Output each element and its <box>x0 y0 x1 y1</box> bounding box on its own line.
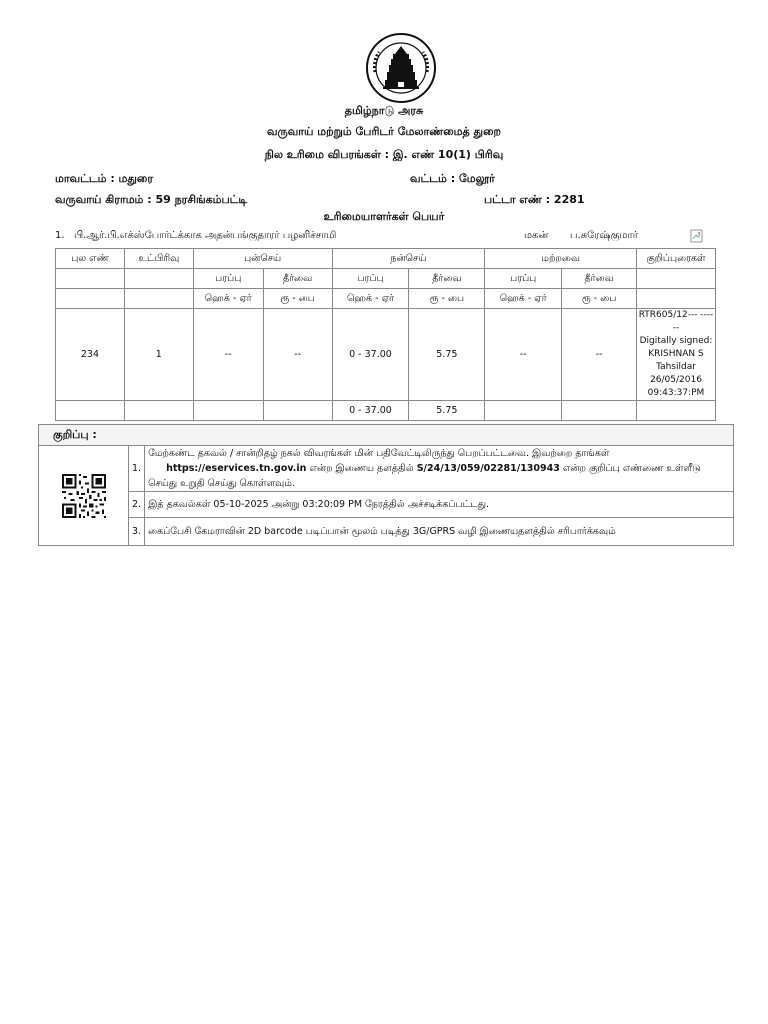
header-punsey: புன்செய் <box>193 249 332 269</box>
note-item-2: இத் தகவல்கள் 05-10-2025 அன்று 03:20:09 PM நேரத்தில் அச்சடிக்கப்பட்டது. <box>145 492 734 518</box>
header-tax: தீர்வை <box>263 269 332 289</box>
note-text: என்ற இணைய தளத்தில் <box>306 463 417 474</box>
department-title: வருவாய் மற்றும் பேரிடர் மேலாண்மைத் துறை <box>267 125 501 138</box>
header-tax: தீர்வை <box>409 269 485 289</box>
remark-signer-name: KRISHNAN S <box>648 349 704 359</box>
header-area: பரப்பு <box>485 269 562 289</box>
header-area-unit: ஹெக் - ஏர் <box>485 289 562 309</box>
owner-name: பி.ஆர்.பி.எக்ஸ்போர்ட்க்காக அதன்பங்குதாரர் பழனிச்சாமி <box>74 230 337 241</box>
form-title: நில உரிமை விபரங்கள் : இ. எண் 10(1) பிரிவு <box>264 148 504 161</box>
broken-image-icon <box>690 229 704 243</box>
patta-number: பட்டா எண் : 2281 <box>484 193 585 206</box>
cell-nansey-tax: 5.75 <box>409 309 485 401</box>
header-area: பரப்பு <box>332 269 409 289</box>
qr-code-icon <box>62 474 106 518</box>
notes-table <box>38 445 734 546</box>
district: மாவட்டம் : மதுரை <box>55 172 154 185</box>
header-others: மற்றவை <box>485 249 637 269</box>
note-index: 1. <box>129 446 145 492</box>
remark-signed: Digitally signed: <box>639 336 713 346</box>
cell-subdivision: 1 <box>124 309 193 401</box>
cell-others-area: -- <box>485 309 562 401</box>
notes-title: குறிப்பு : <box>53 428 97 441</box>
header-subdivision: உட்பிரிவு <box>124 249 193 269</box>
header-tax-unit: ரூ - பை <box>562 289 637 309</box>
remark-signer-role: Tahsildar <box>656 362 696 372</box>
header-survey-no: புல எண் <box>56 249 125 269</box>
reference-number: S/24/13/059/02281/130943 <box>416 463 560 474</box>
land-ownership-table <box>55 248 716 421</box>
header-area: பரப்பு <box>193 269 263 289</box>
note-item-3: கைப்பேசி கேமராவின் 2D barcode படிப்பான் மூலம் படித்து 3G/GPRS வழி இணையதளத்தில் சரிபார்க்கவும் <box>145 518 734 546</box>
header-nansey: நன்செய் <box>332 249 485 269</box>
note-index: 2. <box>129 492 145 518</box>
owner-relation: மகன் <box>524 230 549 241</box>
totals-row <box>56 401 716 421</box>
remark-date: 26/05/2016 <box>650 375 702 385</box>
taluk: வட்டம் : மேலூர் <box>410 172 495 185</box>
header-area-unit: ஹெக் - ஏர் <box>193 289 263 309</box>
remark-code: RTR605/12--- ------ <box>638 310 714 333</box>
owner-index: 1. <box>55 230 65 241</box>
header-tax: தீர்வை <box>562 269 637 289</box>
header-area-unit: ஹெக் - ஏர் <box>332 289 409 309</box>
note-item-1 <box>145 446 734 492</box>
note-index: 3. <box>129 518 145 546</box>
cell-survey-no: 234 <box>56 309 125 401</box>
cell-nansey-area: 0 - 37.00 <box>332 309 409 401</box>
header-tax-unit: ரூ - பை <box>409 289 485 309</box>
header-remarks: குறிப்புரைகள் <box>637 249 716 269</box>
cell-others-tax: -- <box>562 309 637 401</box>
note-line: செய்து உறுதி செய்து கொள்ளவும். <box>148 478 295 489</box>
header-tax-unit: ரூ - பை <box>263 289 332 309</box>
cell-punsey-area: -- <box>193 309 263 401</box>
cell-punsey-tax: -- <box>263 309 332 401</box>
eservices-link[interactable]: https://eservices.tn.gov.in <box>166 463 307 474</box>
note-line: மேற்கண்ட தகவல் / சான்றிதழ் நகல் விவரங்கள் மின் பதிவேட்டிலிருந்து பெறப்பட்டவை. இவற்றை தாங்கள் <box>148 448 610 459</box>
owner-relative-name: ப.சுரேஷ்குமார் <box>570 230 638 241</box>
table-row <box>56 309 716 401</box>
notes-header <box>38 424 734 445</box>
note-text: என்ற குறிப்பு எண்ணை உள்ளீடு <box>559 463 701 474</box>
village: வருவாய் கிராமம் : 59 நரசிங்கம்பட்டி <box>55 193 248 206</box>
total-nansey-area: 0 - 37.00 <box>332 401 409 421</box>
cell-remarks-signature <box>637 309 716 401</box>
tamilnadu-emblem-icon <box>365 32 437 104</box>
qr-cell <box>39 446 129 546</box>
government-title: தமிழ்நாடு அரசு <box>344 104 424 117</box>
total-nansey-tax: 5.75 <box>409 401 485 421</box>
owners-title: உரிமையாளர்கள் பெயர் <box>323 210 445 223</box>
remark-time: 09:43:37:PM <box>647 388 705 398</box>
